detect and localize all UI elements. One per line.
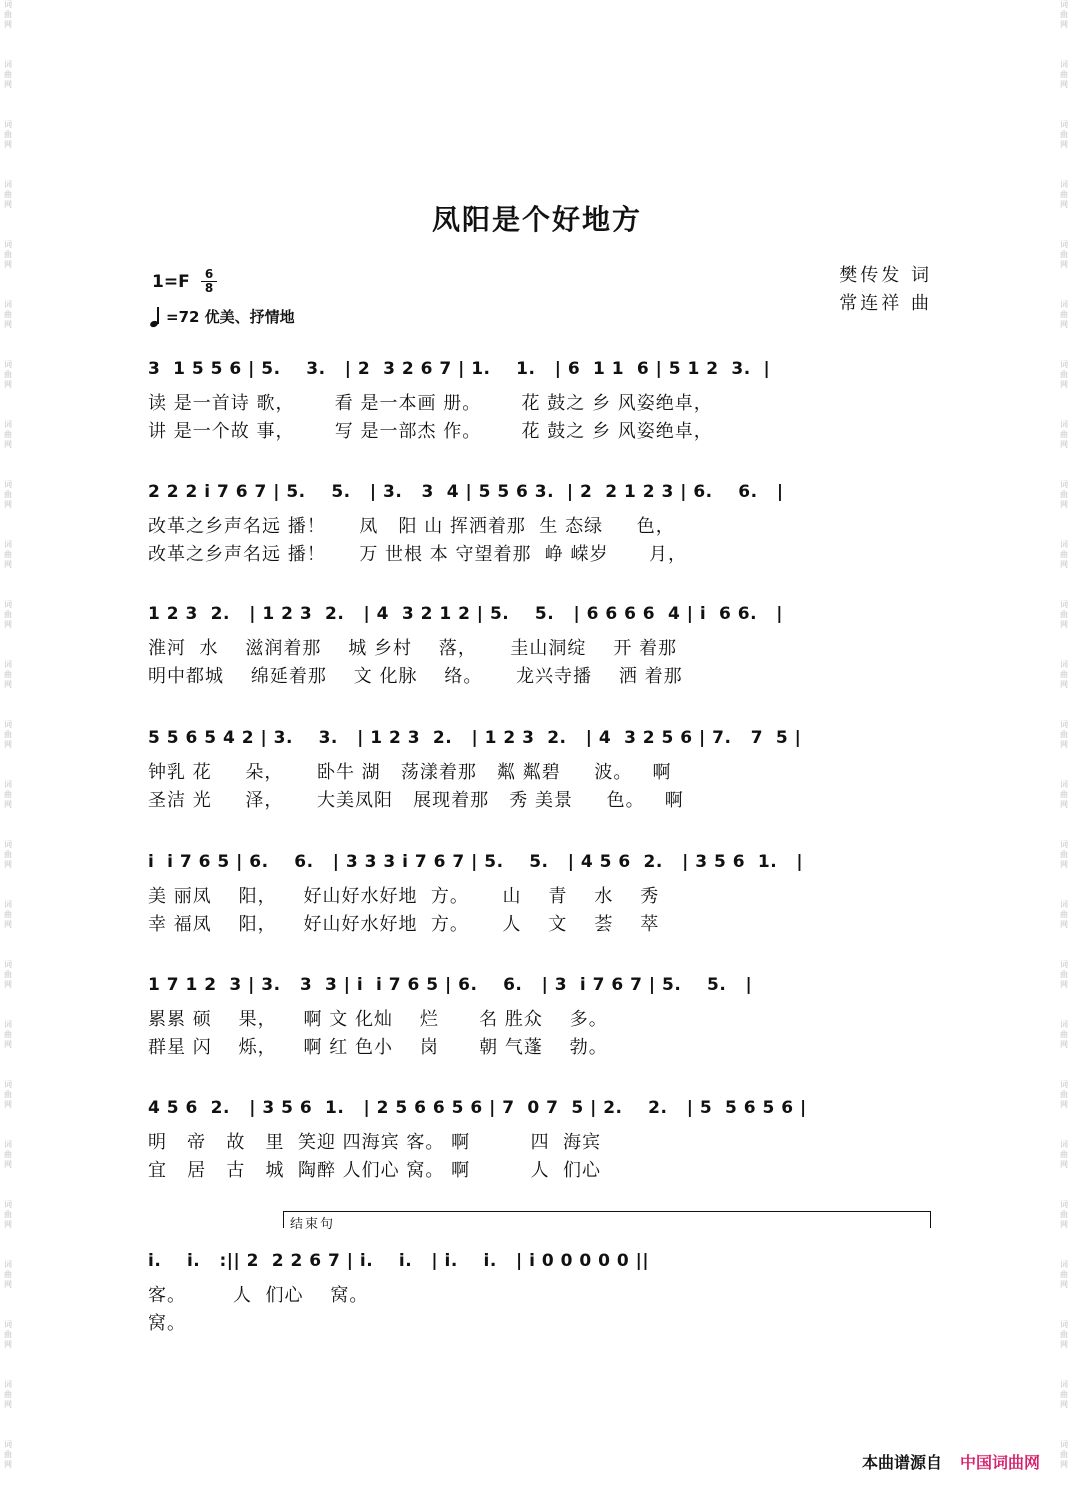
- edge-watermark: 词 曲 网: [1060, 120, 1068, 149]
- quarter-note-icon: [150, 307, 164, 327]
- edge-watermark: 词 曲 网: [1060, 360, 1068, 389]
- edge-watermark: 词 曲 网: [1060, 780, 1068, 809]
- edge-watermark: 词 曲 网: [1060, 660, 1068, 689]
- lyric-verse-2: 改革之乡声名远 播！ 万 世根 本 守望着那 峥 嵘岁 月，: [148, 544, 687, 565]
- lyric-verse-1: 淮河 水 滋润着那 城 乡村 落， 圭山洞绽 开 着那: [148, 638, 678, 659]
- edge-watermark: 词 曲 网: [1060, 0, 1068, 29]
- lyric-verse-2: 宜 居 古 城 陶醉 人们心 窝。 啊 人 们心: [148, 1160, 602, 1181]
- tempo-text: =72 优美、抒情地: [166, 308, 295, 326]
- source-footer: [862, 1450, 1040, 1473]
- lyric-verse-2: 圣洁 光 泽， 大美凤阳 展现着那 秀 美景 色。 啊: [148, 790, 684, 811]
- edge-watermark: 词 曲 网: [4, 1080, 12, 1109]
- edge-watermark: 词 曲 网: [4, 120, 12, 149]
- edge-watermark: 词 曲 网: [1060, 1320, 1068, 1349]
- lyric-verse-2: 幸 福凤 阳， 好山好水好地 方。 人 文 荟 萃: [148, 914, 660, 935]
- edge-watermark: 词 曲 网: [4, 960, 12, 989]
- credits: [839, 262, 932, 318]
- lyricist: 樊传发 词: [839, 265, 932, 286]
- ending-label: 结束句: [290, 1217, 336, 1232]
- edge-watermark: 词 曲 网: [1060, 180, 1068, 209]
- edge-watermark: 词 曲 网: [1060, 1140, 1068, 1169]
- edge-watermark: 词 曲 网: [1060, 540, 1068, 569]
- edge-watermark: 词 曲 网: [4, 540, 12, 569]
- lyric-verse-2: 讲 是一个故 事， 写 是一部杰 作。 花 鼓之 乡 风姿绝卓，: [148, 421, 713, 442]
- notation-line: 3 1 5 5 6 | 5. 3. | 2 3 2 6 7 | 1. 1. | 6 1 1 6 | 5 1 2 3. |: [148, 359, 771, 379]
- lyric-verse-2: 明中都城 绵延着那 文 化脉 络。 龙兴寺播 洒 着那: [148, 666, 683, 687]
- edge-watermark: 词 曲 网: [1060, 1380, 1068, 1409]
- notation-line: 1 2 3 2. | 1 2 3 2. | 4 3 2 1 2 | 5. 5. | 6 6 6 6 4 | i 6 6. |: [148, 604, 784, 624]
- edge-watermark: 词 曲 网: [4, 1260, 12, 1289]
- edge-watermark: 词 曲 网: [4, 360, 12, 389]
- tempo-marking: [150, 306, 295, 327]
- edge-watermark: 词 曲 网: [1060, 840, 1068, 869]
- composer: 常连祥 曲: [839, 293, 932, 314]
- edge-watermark: 词 曲 网: [4, 660, 12, 689]
- notation-line: 4 5 6 2. | 3 5 6 1. | 2 5 6 6 5 6 | 7 0 7 5 | 2. 2. | 5 5 6 5 6 |: [148, 1098, 807, 1118]
- edge-watermark: 词 曲 网: [1060, 960, 1068, 989]
- notation-line: 2 2 2 i 7 6 7 | 5. 5. | 3. 3 4 | 5 5 6 3. | 2 2 1 2 3 | 6. 6. |: [148, 482, 784, 502]
- lyric-verse-1: 明 帝 故 里 笑迎 四海宾 客。 啊 四 海宾: [148, 1132, 602, 1153]
- lyric-verse-1: 改革之乡声名远 播！ 凤 阳 山 挥洒着那 生 态绿 色，: [148, 516, 675, 537]
- edge-watermark: 词 曲 网: [1060, 600, 1068, 629]
- edge-watermark: 词 曲 网: [4, 480, 12, 509]
- notation-line: 5 5 6 5 4 2 | 3. 3. | 1 2 3 2. | 1 2 3 2. | 4 3 2 5 6 | 7. 7 5 |: [148, 728, 802, 748]
- time-signature: [201, 268, 217, 295]
- edge-watermark: 词 曲 网: [4, 420, 12, 449]
- edge-watermark: 词 曲 网: [4, 720, 12, 749]
- edge-watermark: 词 曲 网: [4, 1440, 12, 1469]
- edge-watermark: 词 曲 网: [4, 60, 12, 89]
- notation-line: i i 7 6 5 | 6. 6. | 3 3 3 i 7 6 7 | 5. 5. | 4 5 6 2. | 3 5 6 1. |: [148, 852, 804, 872]
- edge-watermark: 词 曲 网: [1060, 480, 1068, 509]
- time-signature-top: 6: [204, 267, 214, 281]
- song-title: 凤阳是个好地方: [431, 203, 642, 236]
- edge-watermark: 词 曲 网: [4, 300, 12, 329]
- edge-watermark: 词 曲 网: [1060, 1440, 1068, 1469]
- edge-watermark: 词 曲 网: [1060, 1260, 1068, 1289]
- edge-watermark: 词 曲 网: [1060, 300, 1068, 329]
- ending-bracket: [283, 1211, 931, 1232]
- source-text: 本曲谱源自: [861, 1453, 942, 1472]
- edge-watermark: 词 曲 网: [4, 180, 12, 209]
- edge-watermark: 词 曲 网: [4, 900, 12, 929]
- lyric-verse-1: 读 是一首诗 歌， 看 是一本画 册。 花 鼓之 乡 风姿绝卓，: [148, 393, 713, 414]
- edge-watermark: 词 曲 网: [4, 780, 12, 809]
- edge-watermark: 词 曲 网: [1060, 60, 1068, 89]
- edge-watermark: 词 曲 网: [1060, 240, 1068, 269]
- edge-watermark: 词 曲 网: [4, 600, 12, 629]
- edge-watermark: 词 曲 网: [1060, 720, 1068, 749]
- lyric-verse-1: 美 丽凤 阳， 好山好水好地 方。 山 青 水 秀: [148, 886, 660, 907]
- edge-watermark: 词 曲 网: [1060, 900, 1068, 929]
- edge-watermark: 词 曲 网: [4, 840, 12, 869]
- notation-line: 1 7 1 2 3 | 3. 3 3 | i i 7 6 5 | 6. 6. | 3 i 7 6 7 | 5. 5. |: [148, 975, 753, 995]
- edge-watermark: 词 曲 网: [4, 0, 12, 29]
- lyric-verse-1: 客。 人 们心 窝。: [148, 1285, 369, 1306]
- edge-watermark: 词 曲 网: [4, 1020, 12, 1049]
- edge-watermark: 词 曲 网: [1060, 420, 1068, 449]
- edge-watermark: 词 曲 网: [1060, 1020, 1068, 1049]
- lyric-verse-1: 钟乳 花 朵， 卧牛 湖 荡漾着那 粼 粼碧 波。 啊: [148, 762, 672, 783]
- edge-watermark: 词 曲 网: [4, 1200, 12, 1229]
- edge-watermark: 词 曲 网: [4, 1140, 12, 1169]
- edge-watermark: 词 曲 网: [1060, 1200, 1068, 1229]
- lyric-verse-1: 累累 硕 果， 啊 文 化灿 烂 名 胜众 多。: [148, 1009, 608, 1030]
- edge-watermark: 词 曲 网: [4, 1380, 12, 1409]
- edge-watermark: 词 曲 网: [4, 240, 12, 269]
- key-signature: 1=F: [152, 272, 190, 292]
- lyric-verse-2: 群星 闪 烁， 啊 红 色小 岗 朝 气蓬 勃。: [148, 1037, 608, 1058]
- edge-watermark: 词 曲 网: [1060, 1080, 1068, 1109]
- edge-watermark: 词 曲 网: [4, 1320, 12, 1349]
- source-brand-link[interactable]: 中国词曲网: [959, 1453, 1040, 1472]
- time-signature-bottom: 8: [201, 281, 217, 295]
- notation-line: i. i. :|| 2 2 2 6 7 | i. i. | i. i. | i 0 0 0 0 0 ||: [148, 1251, 650, 1271]
- lyric-verse-2: 窝。: [148, 1313, 186, 1334]
